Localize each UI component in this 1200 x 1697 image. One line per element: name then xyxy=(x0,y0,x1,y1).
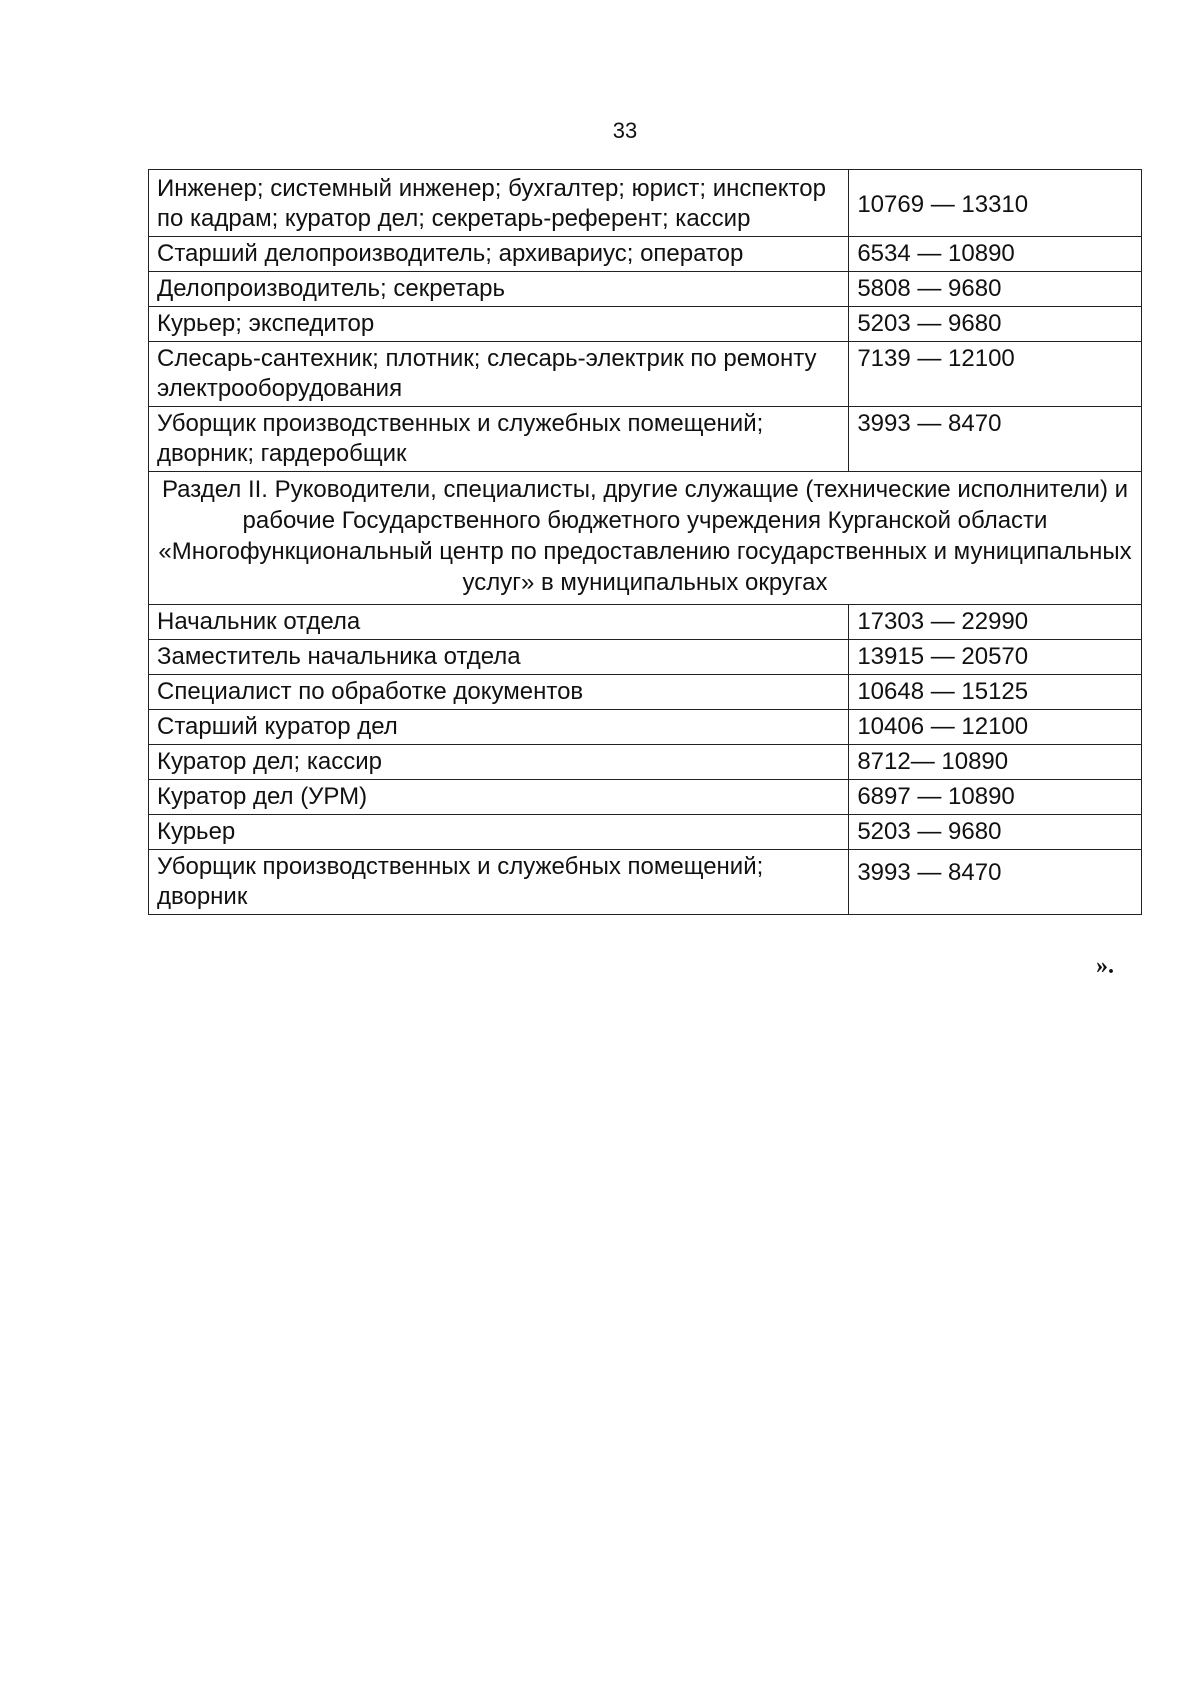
position-cell: Заместитель начальника отдела xyxy=(149,640,849,675)
table-row xyxy=(149,710,1142,745)
salary-cell: 10648 — 15125 xyxy=(849,675,1142,710)
position-cell: Куратор дел; кассир xyxy=(149,745,849,780)
salary-cell: 5203 — 9680 xyxy=(849,815,1142,850)
table-row xyxy=(149,407,1142,472)
position-cell: Старший куратор дел xyxy=(149,710,849,745)
salary-cell: 8712— 10890 xyxy=(849,745,1142,780)
salary-cell: 13915 — 20570 xyxy=(849,640,1142,675)
table-row xyxy=(149,675,1142,710)
salary-cell: 5808 — 9680 xyxy=(849,272,1142,307)
table-row xyxy=(149,780,1142,815)
position-cell: Специалист по обработке документов xyxy=(149,675,849,710)
position-cell: Старший делопроизводитель; архивариус; оператор xyxy=(149,237,849,272)
table-row xyxy=(149,307,1142,342)
salary-cell: 7139 — 12100 xyxy=(849,342,1142,407)
position-cell: Курьер xyxy=(149,815,849,850)
salary-table xyxy=(148,169,1142,915)
table-row xyxy=(149,850,1142,915)
position-cell: Курьер; экспедитор xyxy=(149,307,849,342)
closing-quote-mark: ». xyxy=(1096,953,1114,979)
table-row xyxy=(149,640,1142,675)
section-heading: Раздел II. Руководители, специалисты, другие служащие (технические исполнители) и рабочие Государственного бюджетного учреждения Курганской области «Многофункциональный центр по предоставлению государственных и муниципальных услуг» в муниципальных округах xyxy=(149,472,1142,605)
position-cell: Делопроизводитель; секретарь xyxy=(149,272,849,307)
salary-cell: 10769 — 13310 xyxy=(849,170,1142,237)
position-cell: Уборщик производственных и служебных помещений; дворник; гардеробщик xyxy=(149,407,849,472)
table-row xyxy=(149,272,1142,307)
position-cell: Инженер; системный инженер; бухгалтер; юрист; инспектор по кадрам; куратор дел; секретарь-референт; кассир xyxy=(149,170,849,237)
position-cell: Слесарь-сантехник; плотник; слесарь-электрик по ремонту электрооборудования xyxy=(149,342,849,407)
table-row xyxy=(149,745,1142,780)
position-cell: Куратор дел (УРМ) xyxy=(149,780,849,815)
table-row xyxy=(149,237,1142,272)
salary-cell: 6897 — 10890 xyxy=(849,780,1142,815)
section-heading-row xyxy=(149,472,1142,605)
table-row xyxy=(149,605,1142,640)
salary-cell: 5203 — 9680 xyxy=(849,307,1142,342)
salary-cell: 3993 — 8470 xyxy=(849,850,1142,915)
salary-cell: 17303 — 22990 xyxy=(849,605,1142,640)
table-row xyxy=(149,815,1142,850)
salary-cell: 3993 — 8470 xyxy=(849,407,1142,472)
page-number: 33 xyxy=(612,118,638,143)
position-cell: Уборщик производственных и служебных помещений; дворник xyxy=(149,850,849,915)
table-row xyxy=(149,342,1142,407)
salary-cell: 6534 — 10890 xyxy=(849,237,1142,272)
position-cell: Начальник отдела xyxy=(149,605,849,640)
table-row xyxy=(149,170,1142,237)
salary-cell: 10406 — 12100 xyxy=(849,710,1142,745)
